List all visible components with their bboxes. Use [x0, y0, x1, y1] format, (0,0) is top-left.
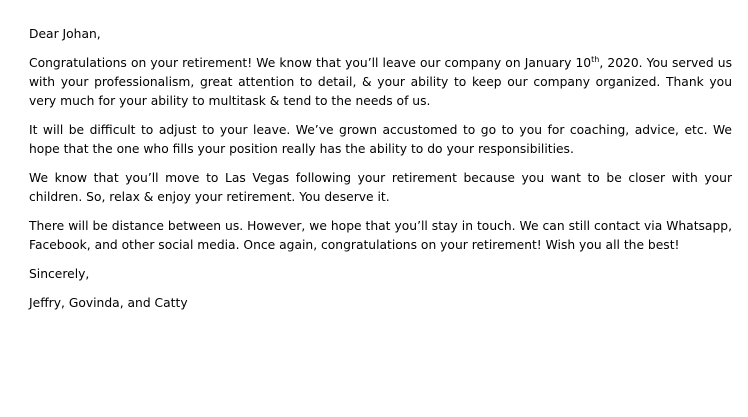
paragraph-retirement-date: [29, 54, 732, 111]
paragraph-retirement-date-text-1: Congratulations on your retirement! We know that you’ll leave our company on January 10: [29, 56, 592, 70]
letter-signature: Jeffry, Govinda, and Catty: [29, 296, 188, 310]
paragraph-las-vegas: We know that you’ll move to Las Vegas following your retirement because you want to be closer with your children. So, relax & enjoy your retirement. You deserve it.: [29, 171, 732, 204]
paragraph-retirement-date-text-2: , 2020. You served us with your professionalism, great attention to detail, & your ability to keep our company organized. Thank you very much for your ability to multitask & tend to the needs of us.: [29, 56, 732, 108]
letter-closing: Sincerely,: [29, 267, 90, 281]
paragraph-adjustment: It will be difficult to adjust to your leave. We’ve grown accustomed to go to you for coaching, advice, etc. We hope that the one who fills your position really has the ability to do your responsibilities.: [29, 123, 732, 156]
letter-greeting: Dear Johan,: [29, 27, 101, 41]
paragraph-stay-in-touch: There will be distance between us. However, we hope that you’ll stay in touch. We can still contact via Whatsapp, Facebook, and other social media. Once again, congratulations on your retirement! Wish you all the best!: [29, 219, 732, 252]
date-ordinal-suffix: th: [591, 54, 600, 64]
